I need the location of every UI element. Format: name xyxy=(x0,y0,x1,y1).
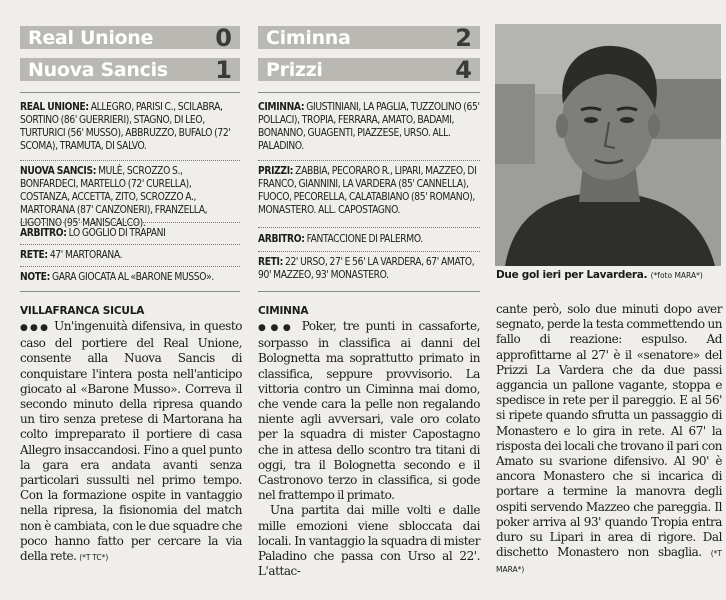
lineup-label: CIMINNA: xyxy=(258,102,305,113)
article-body-middle xyxy=(258,319,480,579)
article-paragraph: cante però, solo due minuti dopo aver segnato, perde la testa commettendo un fallo di reazione: espulso. Ad approfittarne al 27' è il «senatore» del Prizzi La Vardera che da due passi aggancia un pallone vagante, stoppa e spedisce in rete per il pareggio. E al 56' si ripete quando sfrutta un passaggio di Monastero e lo gira in rete. Al 67' la risposta dei locali che trovano il pari con Amato su svarione difensivo. Al 90' è ancora Monastero che si incarica di portare a termine la manovra degli ospiti servendo Mazzeo che pareggia. Il poker arriva al 93' quando Tropia entra duro su Lipari in area di rigore. Dal dischetto Monastero non sbaglia. xyxy=(496,302,722,560)
referee-left xyxy=(20,227,242,240)
goals-label: RETI: xyxy=(258,257,283,268)
referee-text: LO GOGLIO DI TRAPANI xyxy=(68,228,166,239)
article-paragraph: Un'ingenuità difensiva, in questo caso del portiere del Real Unione, consente alla Nuova Sancis di conquistare l'intera posta nell'anticipo giocato al «Barone Musso». Correva il secondo minuto della ripresa quando un tiro senza pretese di Martorana ha colto impreparato il portiere di casa Allegro insaccandosi. Fino a quel punto la gara era andata avanti senza particolari sussulti nel primo tempo. Con la formazione ospite in vantaggio nella ripresa, la fisionomia del match non è cambiata, con le due squadre che poco hanno fatto per cercare la via della rete. xyxy=(20,319,243,564)
photo-credit: (*foto MARA*) xyxy=(650,271,703,280)
scoreboard-away-row-right xyxy=(258,55,480,84)
lineup-away-right xyxy=(258,165,482,217)
team-score: 0 xyxy=(215,23,232,52)
divider xyxy=(20,222,240,223)
divider xyxy=(20,160,240,161)
team-name: Ciminna xyxy=(266,26,351,49)
referee-right xyxy=(258,233,482,246)
article-signature: (*T TC*) xyxy=(79,553,109,563)
caption-text: Due gol ieri per Lavardera. xyxy=(496,269,648,281)
team-score: 4 xyxy=(455,55,472,84)
lineup-text: GIUSTINIANI, LA PAGLIA, TUZZOLINO (65' POLLACI), TROPIA, FERRARA, AMATO, BADAMI, BONANNO, GUAGENTI, PIAZZESE, URSO. ALL. PALADINO. xyxy=(258,102,480,152)
divider xyxy=(258,160,480,161)
divider xyxy=(258,92,480,93)
player-photo xyxy=(495,24,721,266)
article-paragraph: Una partita dai mille volti e dalle mille emozioni viene sbloccata dai locali. In vantaggio la squadra di mister Paladino che passa con Urso al 22'. L'attac- xyxy=(258,503,480,579)
article-paragraph: Poker, tre punti in cassaforte, sorpasso in classifica ai danni del Bolognetta ma soprattutto primato in classifica, seppure provvisorio. La vittoria contro un Ciminna mai domo, che vende cara la pelle non regalando niente agli avversari, vale oro colato per la squadra di mister Capostagno che in attesa dello scontro tra titani di oggi, tra il Bolognetta secondo e il Castronovo terzo in classifica, si gode nel frattempo il primato. xyxy=(258,319,481,503)
lineup-home-right xyxy=(258,101,482,153)
team-name: Prizzi xyxy=(266,58,323,81)
divider xyxy=(20,92,240,93)
goals-text: 47' MARTORANA. xyxy=(49,250,123,261)
scoreboard-home-row-right xyxy=(258,23,480,52)
referee-text: FANTACCIONE DI PALERMO. xyxy=(306,234,423,245)
bullet-marker: ●●● xyxy=(20,323,51,333)
article-kicker-left: VILLAFRANCA SICULA xyxy=(20,305,145,317)
divider xyxy=(20,291,240,292)
divider xyxy=(258,227,480,228)
lineup-away-left xyxy=(20,165,242,230)
scoreboard-away-row-left xyxy=(20,55,240,84)
article-body-right xyxy=(496,302,722,578)
lineup-home-left xyxy=(20,101,242,153)
lineup-text: MULÈ, SCROZZO S., BONFARDECI, MARTELLO (72' CURELLA), COSTANZA, ACCETTA, ZITO, SCROZZO A., MARTORANA (87' CANZONERI), FRANZELLA, LIGOTINO (95' MANISCALCO). xyxy=(20,166,208,229)
bullet-marker: ●●● xyxy=(258,323,296,333)
player-portrait-image xyxy=(495,24,721,266)
notes-label: NOTE: xyxy=(20,272,50,283)
goals-label: RETE: xyxy=(20,250,48,261)
team-name: Nuova Sancis xyxy=(28,58,168,81)
divider xyxy=(20,244,240,245)
scoreboard-home-row-left xyxy=(20,23,240,52)
goals-text: 22' URSO, 27' E 56' LA VARDERA, 67' AMATO, 90' MAZZEO, 93' MONASTERO. xyxy=(258,257,475,281)
lineup-label: REAL UNIONE: xyxy=(20,102,89,113)
photo-caption xyxy=(496,269,724,281)
notes-text: GARA GIOCATA AL «BARONE MUSSO». xyxy=(51,272,214,283)
lineup-label: PRIZZI: xyxy=(258,166,294,177)
goals-left xyxy=(20,249,242,262)
team-score: 1 xyxy=(215,55,232,84)
goals-right xyxy=(258,256,482,282)
team-name: Real Unione xyxy=(28,26,154,49)
referee-label: ARBITRO: xyxy=(20,228,67,239)
notes-left xyxy=(20,271,242,284)
lineup-label: NUOVA SANCIS: xyxy=(20,166,97,177)
lineup-text: ALLEGRO, PARISI C., SCILABRA, SORTINO (86' GUERRIERI), STAGNO, DI LEO, TURTURICI (56' MUSSO), ABBRUZZO, BUFALO (72' SCOMA), TRAMUTA, DI SALVO. xyxy=(20,102,231,152)
divider xyxy=(20,266,240,267)
divider xyxy=(258,291,480,292)
referee-label: ARBITRO: xyxy=(258,234,305,245)
article-signature: (*T MARA*) xyxy=(496,549,722,575)
lineup-text: ZABBIA, PECORARO R., LIPARI, MAZZEO, DI FRANCO, GIANNINI, LA VARDERA (85' CANNELLA), FUOCO, PECORELLA, CALATABIANO (85' ROMANO), MONASTERO. ALL. CAPOSTAGNO. xyxy=(258,166,477,216)
article-body-left xyxy=(20,319,242,565)
divider xyxy=(258,251,480,252)
team-score: 2 xyxy=(455,23,472,52)
article-kicker-middle: CIMINNA xyxy=(258,305,309,317)
